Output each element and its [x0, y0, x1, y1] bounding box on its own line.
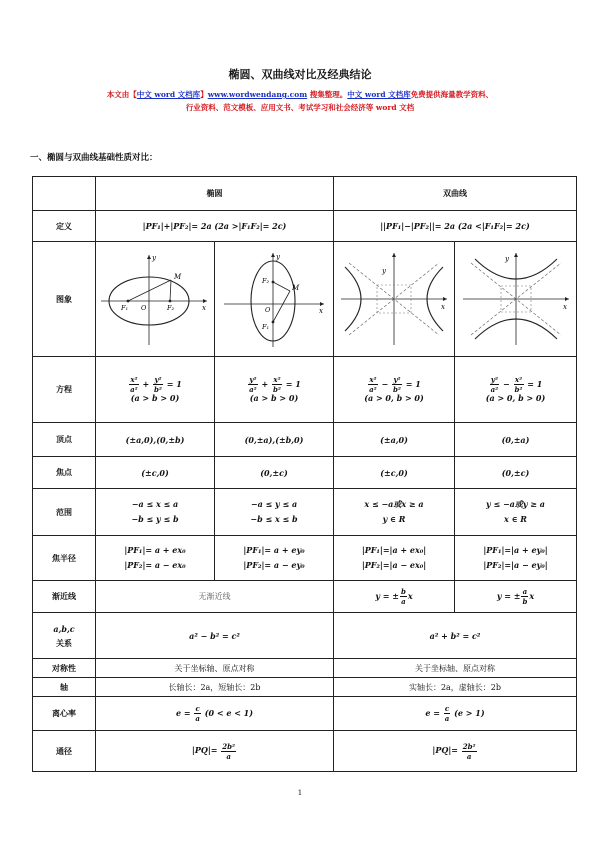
eq-hyperbola-horizontal-formula: $\frac{\text{x²}}{\text{a²}}$ − $\frac{\text{y²}}{\text{b²}}$ = 1 — [369, 375, 421, 394]
row-label-focus: 焦点 — [33, 457, 96, 489]
promo-link-library-2[interactable]: 中文 word 文档库 — [347, 90, 411, 99]
eq-ellipse-horizontal — [96, 357, 215, 423]
focal-e1-line1: |PF₁|= a + ex₀ — [124, 545, 186, 555]
focal-e1-line2: |PF₂|= a − ex₀ — [124, 560, 186, 570]
fig1-label-y: y — [152, 254, 156, 262]
eq-ellipse-vertical-condition: (a > b > 0) — [249, 393, 299, 403]
row-label-axis: 轴 — [33, 678, 96, 697]
latus-rectum-hyperbola — [334, 731, 577, 772]
asymptote-ellipse — [96, 581, 334, 613]
page-title: 椭圆、双曲线对比及经典结论 — [228, 68, 372, 81]
fig2-label-x: x — [319, 307, 323, 315]
fig1-label-m: M — [174, 273, 182, 281]
ellipse-vertical-figure — [218, 249, 330, 349]
page-number: 1 — [297, 789, 303, 797]
eq-ellipse-horizontal-formula: $\frac{\text{x²}}{\text{a²}}$ + $\frac{\text{y²}}{\text{b²}}$ = 1 — [130, 375, 182, 394]
focal-radius-ellipse-horizontal — [96, 536, 215, 581]
fig2-label-y: y — [276, 253, 280, 261]
fig2-label-f1: F₁ — [262, 323, 270, 331]
focal-e2-line2: |PF₂|= a − ey₀ — [243, 560, 305, 570]
fig2-label-f2: F₂ — [262, 277, 270, 285]
header-ellipse: 椭圆 — [96, 177, 334, 211]
range-hyperbola-horizontal — [334, 489, 455, 536]
eq-hyperbola-vertical-formula: $\frac{\text{y²}}{\text{a²}}$ − $\frac{\text{x²}}{\text{b²}}$ = 1 — [490, 375, 543, 394]
focal-h2-line2: |PF₂|=|a − ey₀| — [483, 560, 548, 570]
range-e1-line1: −a ≤ x ≤ a — [131, 499, 179, 509]
row-label-range: 范围 — [33, 489, 96, 536]
eccentricity-hyperbola — [334, 697, 577, 731]
eq-ellipse-horizontal-condition: (a > b > 0) — [130, 393, 180, 403]
table-row-symmetry — [33, 659, 577, 678]
table-row-eccentricity — [33, 697, 577, 731]
focus-hyperbola-vertical — [455, 457, 577, 489]
table-row-asymptote — [33, 581, 577, 613]
asymptote-hyperbola-horizontal — [334, 581, 455, 613]
row-label-abc — [33, 613, 96, 659]
fig3-label-y: y — [382, 267, 386, 275]
row-label-abc-vars: a,b,c — [53, 623, 75, 634]
axis-ellipse-text: 长轴长：2a，短轴长：2b — [168, 682, 261, 692]
table-row-latus-rectum — [33, 731, 577, 772]
row-label-latus-rectum: 通径 — [33, 731, 96, 772]
hyperbola-vertical-figure — [459, 249, 573, 349]
fig4-label-y: y — [504, 255, 509, 263]
vertex-hyperbola-vertical — [455, 423, 577, 457]
promo-text: 免费提供海量教学资料、 — [410, 90, 494, 99]
table-row-axis — [33, 678, 577, 697]
eccentricity-ellipse — [96, 697, 334, 731]
symmetry-hyperbola — [334, 659, 577, 678]
fig4-label-x: x — [562, 303, 567, 311]
abc-ellipse — [96, 613, 334, 659]
row-label-asymptote: 渐近线 — [33, 581, 96, 613]
symmetry-ellipse — [96, 659, 334, 678]
promo-text-line2: 行业资料、范文模板、应用文书、考试学习和社会经济等 word 文档 — [185, 103, 415, 112]
row-label-vertex: 顶点 — [33, 423, 96, 457]
range-ellipse-horizontal — [96, 489, 215, 536]
ellipse-definition-formula: |PF₁|+|PF₂|= 2a (2a >|F₁F₂|= 2c) — [142, 221, 287, 231]
range-h1-line1: x ≤ −a或x ≥ a — [364, 499, 424, 509]
focal-h2-line1: |PF₁|=|a + ey₀| — [483, 545, 548, 555]
focus-e1-text: (±c,0) — [141, 467, 169, 478]
focal-h1-line2: |PF₂|=|a − ex₀| — [361, 560, 427, 570]
table-row-focal-radius — [33, 536, 577, 581]
focal-h1-line1: |PF₁|=|a + ex₀| — [361, 545, 427, 555]
graph-hyperbola-horizontal — [334, 242, 455, 357]
vertex-h2-text: (0,±a) — [501, 434, 530, 445]
fig3-label-x: x — [441, 303, 445, 311]
promo-link-website[interactable]: www.wordwendang.com — [207, 90, 308, 99]
table-row-range — [33, 489, 577, 536]
range-e2-line1: −a ≤ y ≤ a — [250, 499, 298, 509]
eq-ellipse-vertical-formula: $\frac{\text{y²}}{\text{a²}}$ + $\frac{\text{x²}}{\text{b²}}$ = 1 — [249, 375, 301, 394]
table-row-abc — [33, 613, 577, 659]
range-e2-line2: −b ≤ x ≤ b — [250, 514, 298, 524]
asymptote-hyperbola-vertical — [455, 581, 577, 613]
symmetry-ellipse-text: 关于坐标轴、原点对称 — [174, 663, 255, 673]
eq-ellipse-vertical — [215, 357, 334, 423]
range-hyperbola-vertical — [455, 489, 577, 536]
range-h1-line2: y ∈ R — [382, 514, 406, 524]
focus-ellipse-vertical — [215, 457, 334, 489]
symmetry-hyperbola-text: 关于坐标轴、原点对称 — [415, 663, 495, 673]
axis-hyperbola-text: 实轴长：2a，虚轴长：2b — [408, 682, 502, 692]
header-hyperbola: 双曲线 — [334, 177, 577, 211]
table-row-definition — [33, 211, 577, 242]
ellipse-definition — [96, 211, 334, 242]
asymptote-h2-formula: y = ± $\frac{a}{b}$ x — [496, 587, 535, 606]
vertex-ellipse-vertical — [215, 423, 334, 457]
row-label-symmetry: 对称性 — [33, 659, 96, 678]
row-label-focal-radius: 焦半径 — [33, 536, 96, 581]
row-label-eccentricity: 离心率 — [33, 697, 96, 731]
row-label-graph: 图象 — [33, 242, 96, 357]
graph-ellipse-vertical — [215, 242, 334, 357]
asymptote-h1-formula: y = ± $\frac{b}{a}$ x — [375, 587, 413, 606]
table-row-graph — [33, 242, 577, 357]
focal-radius-ellipse-vertical — [215, 536, 334, 581]
eq-hyperbola-horizontal-condition: (a > 0, b > 0) — [364, 393, 424, 403]
asymptote-ellipse-text: 无渐近线 — [198, 592, 231, 601]
promo-text: 】 — [200, 90, 208, 99]
axis-ellipse — [96, 678, 334, 697]
promo-notice — [30, 88, 570, 114]
vertex-h1-text: (±a,0) — [380, 434, 408, 445]
eq-hyperbola-vertical-condition: (a > 0, b > 0) — [485, 393, 546, 403]
focus-e2-text: (0,±c) — [260, 467, 288, 478]
latus-rectum-ellipse — [96, 731, 334, 772]
focal-e2-line1: |PF₁|= a + ey₀ — [243, 545, 305, 555]
comparison-table — [32, 176, 577, 772]
vertex-ellipse-horizontal — [96, 423, 215, 457]
vertex-e1-text: (±a,0),(0,±b) — [125, 434, 185, 445]
range-ellipse-vertical — [215, 489, 334, 536]
range-e1-line2: −b ≤ y ≤ b — [131, 514, 179, 524]
latus-rectum-hyperbola-formula: |PQ|= $\frac{\text{2b²}}{a}$ — [432, 741, 476, 761]
fig1-label-o: O — [141, 304, 147, 312]
abc-ellipse-formula: a² − b² = c² — [189, 630, 240, 641]
vertex-hyperbola-horizontal — [334, 423, 455, 457]
promo-text: 本文由【 — [106, 90, 137, 99]
focus-hyperbola-horizontal — [334, 457, 455, 489]
hyperbola-definition — [334, 211, 577, 242]
range-h2-line1: y ≤ −a或y ≥ a — [486, 499, 545, 509]
abc-hyperbola-formula: a² + b² = c² — [429, 630, 481, 641]
eq-hyperbola-horizontal — [334, 357, 455, 423]
row-label-definition: 定义 — [33, 211, 96, 242]
fig2-label-o: O — [265, 306, 271, 314]
section-heading: 一、椭圆与双曲线基础性质对比： — [30, 153, 158, 163]
graph-ellipse-horizontal — [96, 242, 215, 357]
axis-hyperbola — [334, 678, 577, 697]
row-label-abc-relation: 关系 — [56, 637, 72, 648]
promo-text: 搜集整理。 — [307, 90, 348, 99]
fig1-label-f1: F₁ — [121, 304, 129, 312]
focal-radius-hyperbola-horizontal — [334, 536, 455, 581]
focal-radius-hyperbola-vertical — [455, 536, 577, 581]
range-h2-line2: x ∈ R — [504, 514, 527, 524]
eccentricity-ellipse-formula: e = $\frac{c}{a}$ (0 < e < 1) — [175, 704, 254, 723]
eq-hyperbola-vertical — [455, 357, 577, 423]
abc-hyperbola — [334, 613, 577, 659]
fig2-label-m: M — [292, 284, 300, 292]
hyperbola-definition-formula: ||PF₁|−|PF₂||= 2a (2a <|F₁F₂|= 2c) — [380, 221, 530, 231]
fig1-label-f2: F₂ — [167, 304, 175, 312]
table-row-header — [33, 177, 577, 211]
focus-h2-text: (0,±c) — [501, 467, 530, 478]
table-row-focus — [33, 457, 577, 489]
table-row-vertex — [33, 423, 577, 457]
promo-link-library[interactable]: 中文 word 文档库 — [136, 90, 201, 99]
latus-rectum-ellipse-formula: |PQ|= $\frac{\text{2b²}}{a}$ — [191, 741, 236, 761]
hyperbola-horizontal-figure — [337, 249, 451, 349]
row-label-equation: 方程 — [33, 357, 96, 423]
focus-h1-text: (±c,0) — [380, 467, 408, 478]
ellipse-horizontal-figure — [99, 249, 211, 349]
focus-ellipse-horizontal — [96, 457, 215, 489]
eccentricity-hyperbola-formula: e = $\frac{c}{a}$ (e > 1) — [425, 704, 485, 723]
fig1-label-x: x — [202, 304, 206, 312]
vertex-e2-text: (0,±a),(±b,0) — [244, 434, 304, 445]
graph-hyperbola-vertical — [455, 242, 577, 357]
corner-cell — [33, 177, 96, 211]
table-row-equation — [33, 357, 577, 423]
